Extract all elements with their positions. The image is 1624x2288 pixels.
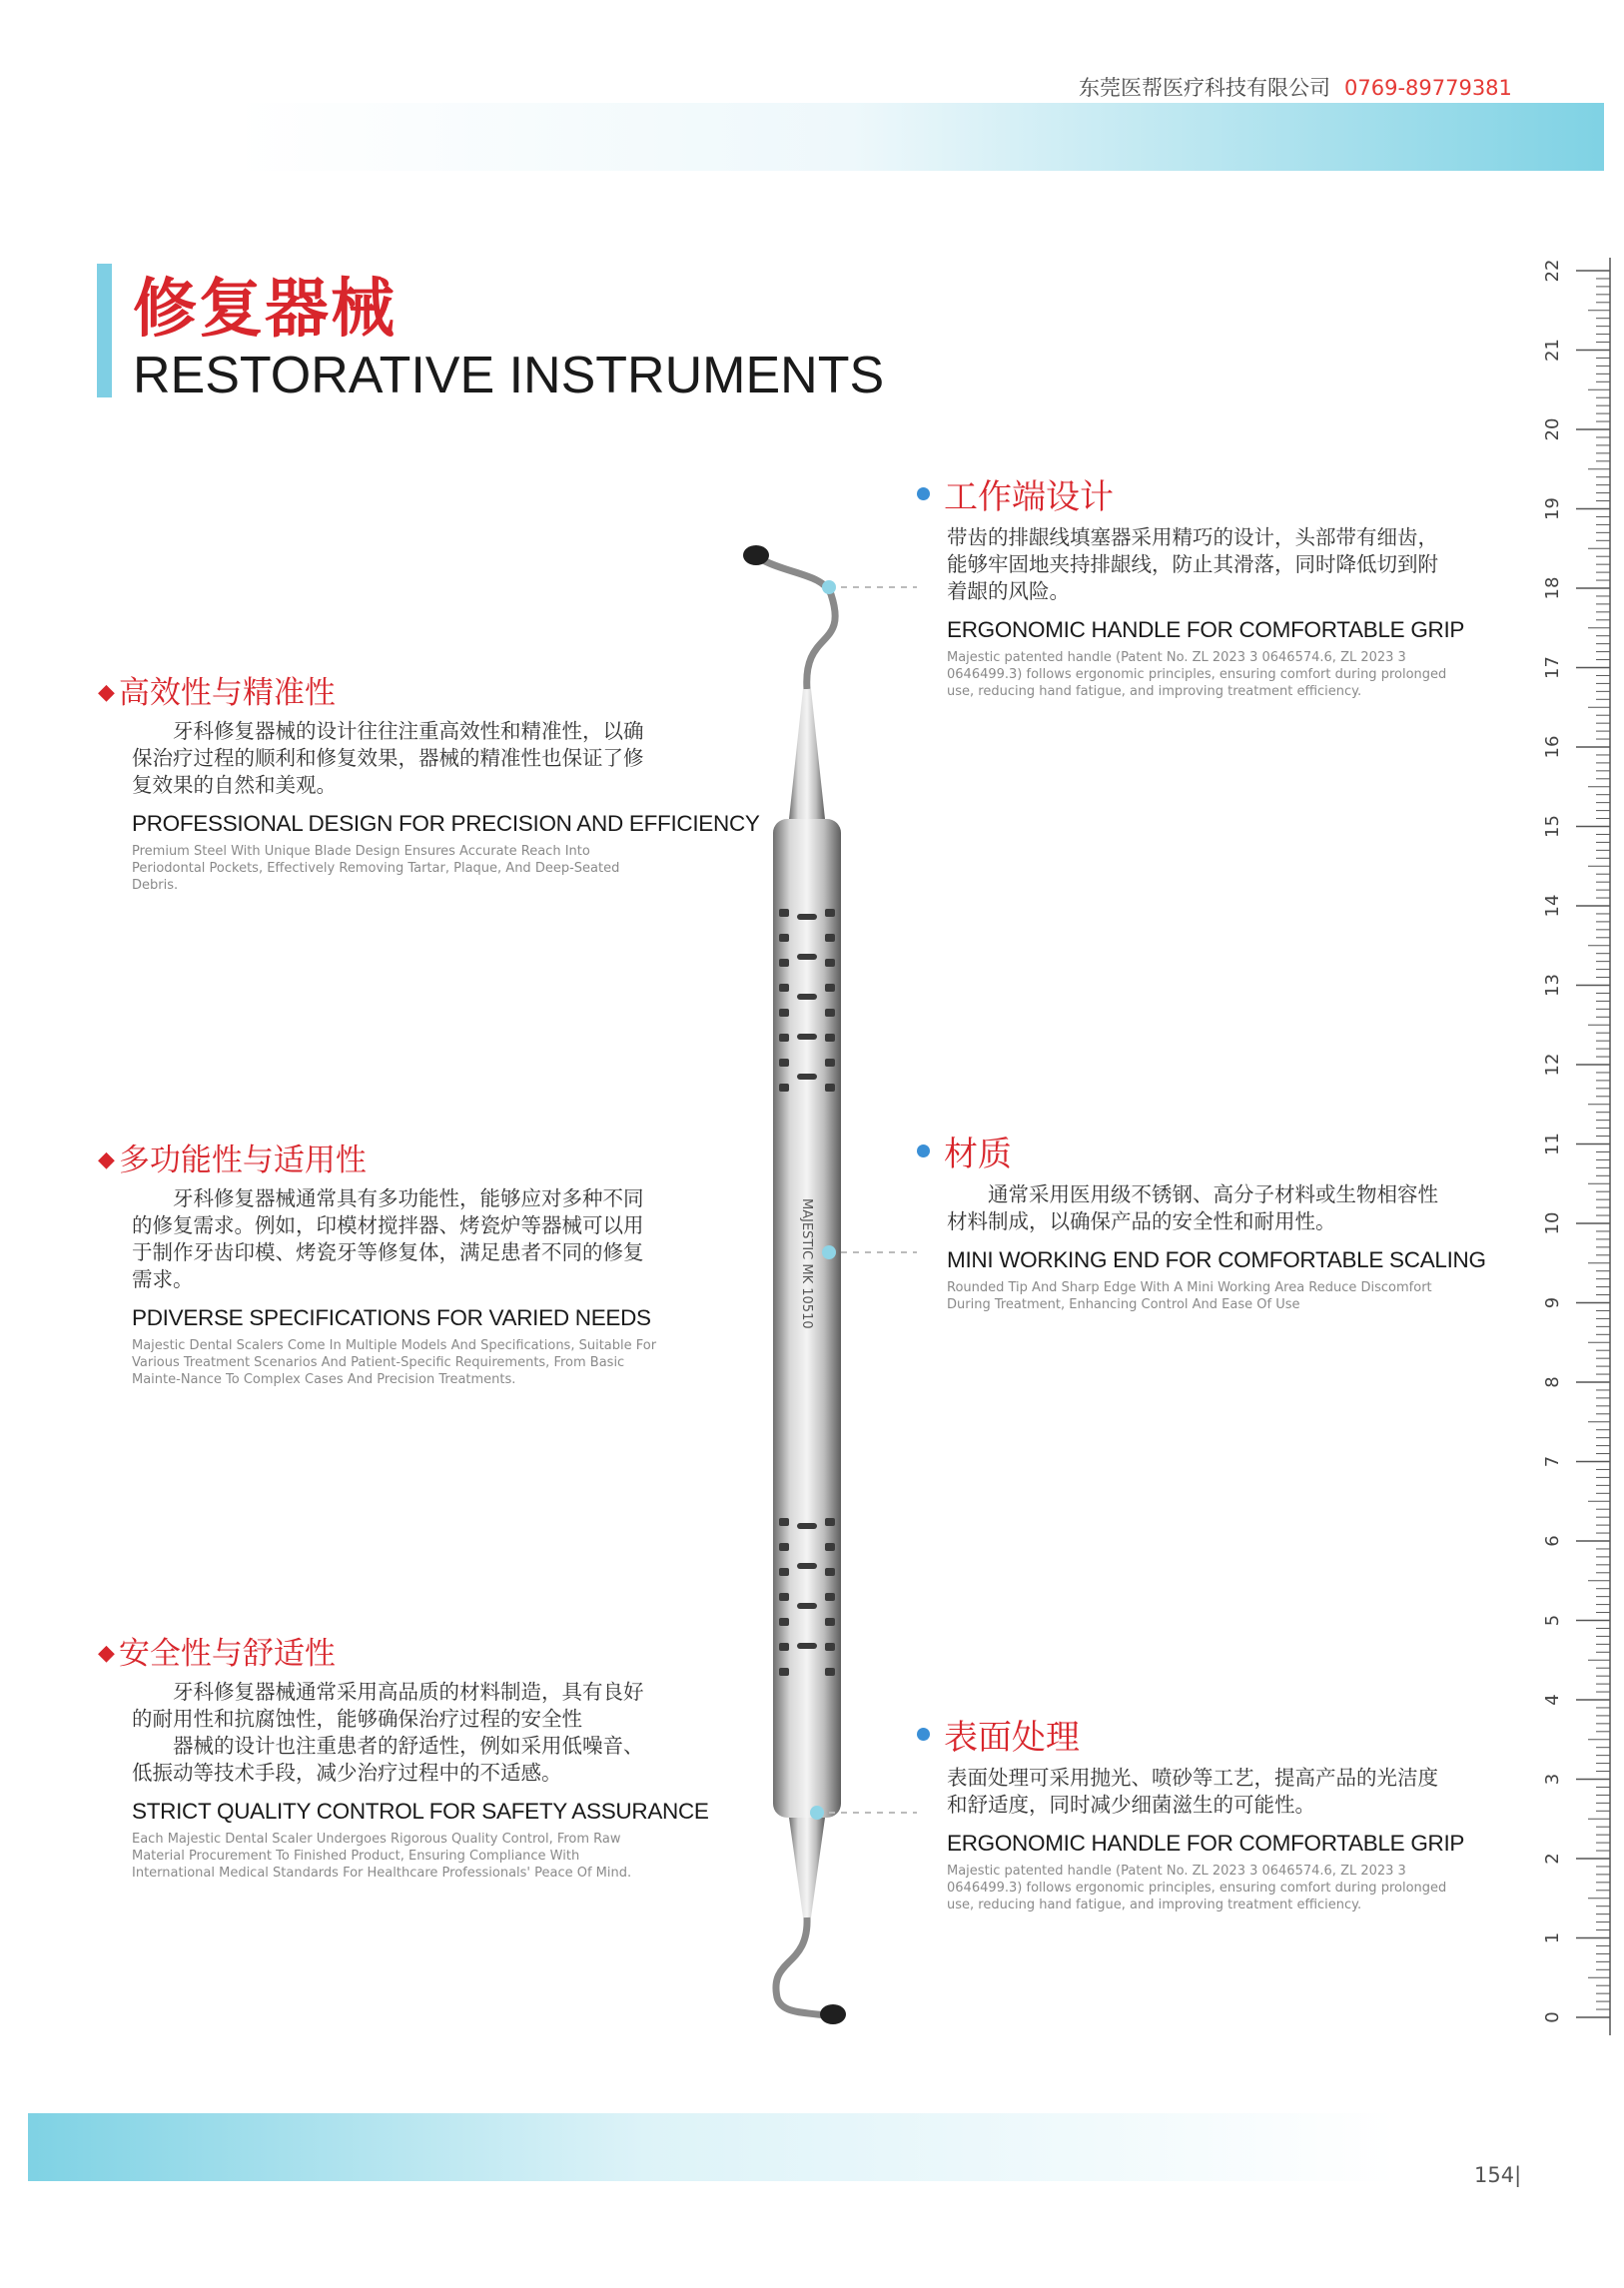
ruler-label: 10 (1542, 1211, 1563, 1235)
feature-subtitle-en: PDIVERSE SPECIFICATIONS FOR VARIED NEEDS (132, 1305, 651, 1330)
feature-safety-comfort (98, 1628, 709, 1882)
ruler-label: 13 (1542, 974, 1563, 997)
ruler-label: 11 (1542, 1133, 1563, 1155)
feature-description-en: Each Majestic Dental Scaler Undergoes Rigorous Quality Control, From Raw Material Procurement To Finished Product, Ensuring Compliance With International Medical Standards For Healthcare Professionals' Peace Of Mind. (132, 1832, 632, 1881)
feature-efficiency-precision (98, 667, 760, 894)
top-tip-head (743, 545, 769, 565)
header-company (1079, 72, 1512, 102)
feature-body: 通常采用医用级不锈钢、高分子材料或生物相容性材料制成，以确保产品的安全性和耐用性。 (947, 1182, 1438, 1233)
company-phone: 0769-89779381 (1344, 76, 1512, 100)
ruler-label: 9 (1542, 1296, 1563, 1309)
ruler-label: 2 (1542, 1853, 1563, 1865)
feature-heading: 表面处理 (944, 1718, 1080, 1758)
feature-subtitle-en: STRICT QUALITY CONTROL FOR SAFETY ASSURANCE (132, 1799, 709, 1824)
ruler-label: 21 (1542, 339, 1563, 362)
feature-heading: 高效性与精准性 (118, 675, 336, 711)
top-gradient-band (236, 103, 1604, 171)
feature-description-en: Majestic Dental Scalers Come In Multiple Models And Specifications, Suitable For Various Treatment Scenarios And Patient-Specific Requirements, From Basic Mainte-Nance To Complex Cases And Precision Treatments. (132, 1338, 657, 1387)
feature-body-line1: 牙科修复器械通常采用高品质的材料制造，具有良好的耐用性和抗腐蚀性，能够确保治疗过程的安全性 (132, 1680, 644, 1731)
ruler-label: 7 (1542, 1455, 1563, 1468)
ruler-label: 19 (1542, 497, 1563, 520)
callout-connectors (789, 569, 929, 1828)
bottom-gradient-band (28, 2113, 1396, 2181)
bottom-working-end-shank (776, 1917, 827, 2015)
lower-shaft (789, 1818, 825, 1917)
bottom-tip-head (820, 2004, 846, 2024)
diamond-bullet-icon: ◆ (98, 1147, 115, 1172)
feature-subtitle-en: ERGONOMIC HANDLE FOR COMFORTABLE GRIP (947, 1831, 1465, 1856)
feature-body: 牙科修复器械的设计往往注重高效性和精准性，以确保治疗过程的顺利和修复效果，器械的精准性也保证了修复效果的自然和美观。 (132, 719, 644, 797)
measurement-ruler (1538, 258, 1618, 2035)
instrument-engraving: MAJESTIC MK 10510 (799, 1198, 814, 1329)
feature-heading: 工作端设计 (944, 477, 1114, 517)
ruler-label: 20 (1542, 417, 1563, 441)
feature-body: 牙科修复器械通常具有多功能性，能够应对多种不同的修复需求。例如，印模材搅拌器、烤瓷炉等器械可以用于制作牙齿印模、烤瓷牙等修复体，满足患者不同的修复需求。 (132, 1186, 644, 1291)
feature-versatility (98, 1135, 657, 1388)
title-accent-bar (97, 264, 112, 397)
diamond-bullet-icon: ◆ (98, 680, 115, 705)
feature-heading: 多功能性与适用性 (118, 1143, 367, 1178)
feature-body: 表面处理可采用抛光、喷砂等工艺，提高产品的光洁度和舒适度，同时减少细菌滋生的可能性。 (947, 1766, 1438, 1817)
callout-dot-working-end (822, 580, 836, 594)
dot-bullet-icon (917, 487, 930, 500)
feature-description-en: Premium Steel With Unique Blade Design Ensures Accurate Reach Into Periodontal Pockets, Effectively Removing Tartar, Plaque, And Deep-Seated Debris. (132, 844, 620, 893)
ruler-label: 12 (1542, 1053, 1563, 1077)
ruler-label: 14 (1542, 894, 1563, 918)
ruler-label: 5 (1542, 1614, 1563, 1627)
ruler-label: 16 (1542, 735, 1563, 759)
ruler-label: 3 (1542, 1773, 1563, 1786)
ruler-label: 0 (1542, 2011, 1563, 2023)
feature-subtitle-en: ERGONOMIC HANDLE FOR COMFORTABLE GRIP (947, 617, 1465, 642)
company-name: 东莞医帮医疗科技有限公司 (1079, 76, 1330, 100)
feature-heading: 安全性与舒适性 (118, 1636, 336, 1672)
feature-description-en: Majestic patented handle (Patent No. ZL 2023 3 0646574.6, ZL 2023 3 0646499.3) follows ergonomic principles, ensuring comfort during prolonged use, reducing hand fatigue, and improving treatment efficiency. (947, 650, 1447, 699)
feature-body-line2: 器械的设计也注重患者的舒适性，例如采用低噪音、低振动等技术手段，减少治疗过程中的不适感。 (132, 1734, 644, 1785)
page-number: 154| (1474, 2163, 1522, 2187)
feature-material (917, 1127, 1486, 1313)
feature-description-en: Rounded Tip And Sharp Edge With A Mini Working Area Reduce Discomfort During Treatment, Enhancing Control And Ease Of Use (947, 1280, 1432, 1312)
ruler-label: 17 (1542, 656, 1563, 679)
page-title-cn: 修复器械 (133, 273, 397, 347)
ruler-label: 15 (1542, 815, 1563, 838)
callout-dot-material (822, 1245, 836, 1259)
ruler-label: 1 (1542, 1931, 1563, 1944)
diamond-bullet-icon: ◆ (98, 1641, 115, 1666)
ruler-label: 22 (1542, 259, 1563, 283)
ruler-label: 6 (1542, 1535, 1563, 1547)
feature-subtitle-en: MINI WORKING END FOR COMFORTABLE SCALING (947, 1247, 1486, 1272)
feature-heading: 材质 (944, 1135, 1012, 1174)
feature-working-end (917, 469, 1465, 700)
feature-subtitle-en: PROFESSIONAL DESIGN FOR PRECISION AND EFFICIENCY (132, 811, 760, 836)
callout-dot-surface (810, 1806, 824, 1820)
feature-description-en: Majestic patented handle (Patent No. ZL 2023 3 0646574.6, ZL 2023 3 0646499.3) follows ergonomic principles, ensuring comfort during prolonged use, reducing hand fatigue, and improving treatment efficiency. (947, 1864, 1447, 1912)
feature-surface-treatment (917, 1710, 1465, 1913)
page-title-en: RESTORATIVE INSTRUMENTS (133, 347, 885, 404)
ruler-label: 18 (1542, 576, 1563, 600)
ruler-label: 4 (1542, 1694, 1563, 1706)
ruler-label: 8 (1542, 1376, 1563, 1388)
feature-body: 带齿的排龈线填塞器采用精巧的设计，头部带有细齿，能够牢固地夹持排龈线，防止其滑落，同时降低切到附着龈的风险。 (947, 525, 1438, 603)
